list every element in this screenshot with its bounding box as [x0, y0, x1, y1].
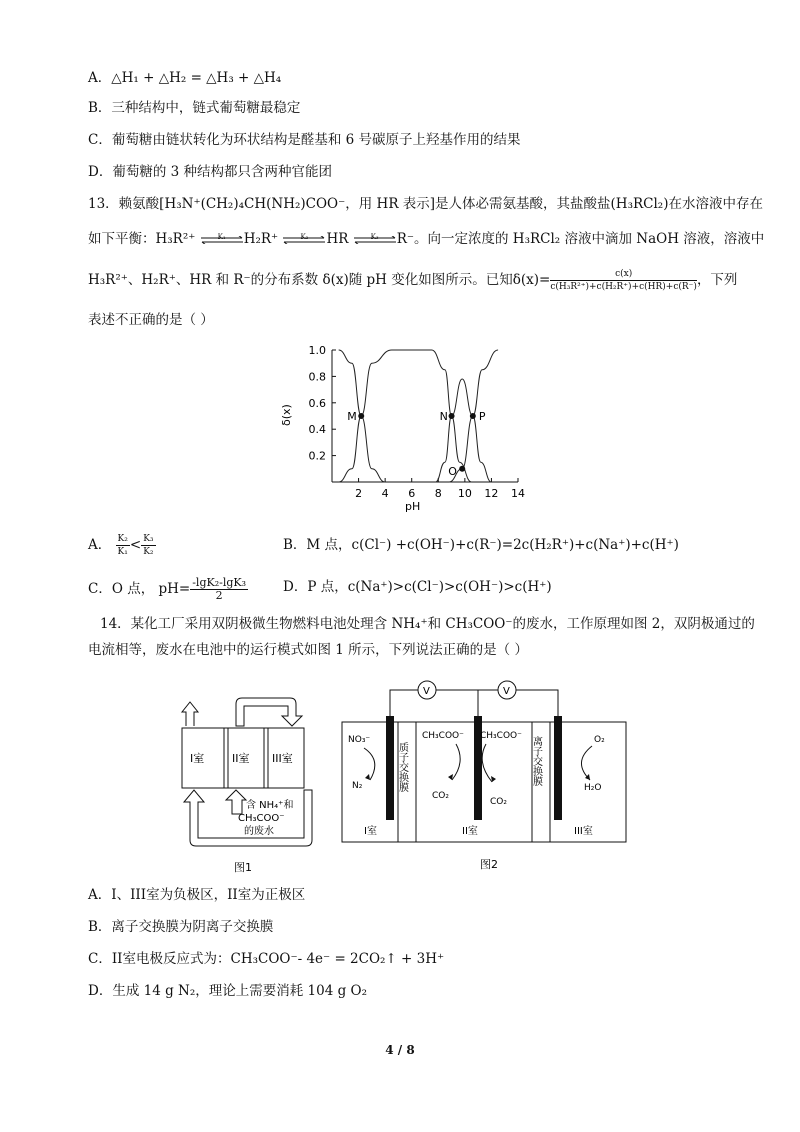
- y-tick-label: 0.8: [308, 370, 326, 384]
- y-tick-label: 0.6: [308, 396, 326, 410]
- svg-text:H₂O: H₂O: [584, 783, 602, 793]
- fig1-waste-2: CH₃COO⁻: [238, 813, 285, 824]
- x-tick-label: 10: [457, 487, 472, 500]
- svg-text:V: V: [423, 686, 430, 697]
- x-tick-label: 2: [355, 487, 363, 500]
- option-12b: B．三种结构中，链式葡萄糖最稳定: [88, 100, 301, 116]
- svg-text:III室: III室: [574, 826, 593, 837]
- x-tick-label: 4: [381, 487, 389, 500]
- fig1-waste-1: 含 NH₄⁺和: [246, 800, 294, 811]
- point-label-N: N: [439, 410, 448, 423]
- proton-membrane-label: 质子交换膜: [396, 742, 408, 792]
- inflow-arrow-icon: [226, 790, 246, 814]
- point-label-O: O: [448, 464, 457, 478]
- electrode-3: [554, 716, 562, 820]
- q13-line4: 表述不正确的是（ ）: [88, 312, 214, 328]
- q14-line1: 14．某化工厂采用双阴极微生物燃料电池处理含 NH₄⁺和 CH₃COO⁻的废水，工作原理如图 2，双阴极通过的: [100, 616, 755, 632]
- svg-text:I室: I室: [364, 826, 377, 837]
- svg-text:CH₃COO⁻: CH₃COO⁻: [480, 731, 522, 741]
- svg-text:N₂: N₂: [352, 781, 363, 791]
- option-14c: C．II室电极反应式为：CH₃COO⁻- 4e⁻ = 2CO₂↑ + 3H⁺: [88, 951, 445, 967]
- svg-text:V: V: [503, 686, 510, 697]
- point-N: [449, 413, 455, 419]
- svg-text:CH₃COO⁻: CH₃COO⁻: [422, 731, 464, 741]
- species-h3r: H₃R²⁺: [155, 231, 196, 247]
- y-tick-label: 1.0: [308, 344, 326, 357]
- equilibrium-arrow-3: K₃: [353, 230, 397, 246]
- option-13c: C．O 点， pH= $\frac{\text{-lgK₂-lgK₃}}{2}$: [88, 576, 247, 602]
- fig1-room1: I室: [190, 752, 205, 765]
- option-12c: C．葡萄糖由链状转化为环状结构是醛基和 6 号碳原子上羟基作用的结果: [88, 132, 521, 148]
- svg-text:CO₂: CO₂: [490, 797, 507, 807]
- x-axis-label: pH: [405, 500, 421, 513]
- option-14a: A．I、III室为负极区，II室为正极区: [88, 887, 306, 903]
- transfer-arrow-icon: [236, 698, 302, 726]
- option-14d: D．生成 14 g N₂，理论上需要消耗 104 g O₂: [88, 983, 368, 999]
- point-M: [358, 413, 364, 419]
- figure-2: [340, 676, 630, 876]
- x-tick-label: 12: [484, 487, 499, 500]
- svg-text:NO₃⁻: NO₃⁻: [348, 735, 371, 745]
- delta-fraction: $\frac{c(x)}{\text{c(H₃R²⁺)+c(H₂R⁺)+c(HR)+c(R⁻)}}$: [550, 269, 697, 292]
- q13-line3: H₃R²⁺、H₂R⁺、HR 和 R⁻的分布系数 δ(x)随 pH 变化如图所示。已知δ(x)= $\frac{c(x)}{\text{c(H₃R²⁺)+c(H₂R⁺)+c(HR)+c(R⁻)}}$ ，下列: [88, 269, 738, 292]
- point-P: [470, 413, 476, 419]
- point-label-M: M: [347, 410, 357, 423]
- q14-line2: 电流相等，废水在电池中的运行模式如图 1 所示，下列说法正确的是（ ）: [88, 642, 528, 658]
- x-tick-label: 6: [408, 487, 416, 500]
- outflow-arrow-icon: [182, 702, 198, 726]
- svg-text:O₂: O₂: [594, 735, 605, 745]
- option-13a: A． $\frac{\text{K₂}}{\text{K₁}}$ < $\frac{\text{K₃}}{\text{K₂}}$: [88, 534, 154, 557]
- fig1-room2: II室: [232, 752, 250, 765]
- fig2-caption: 图2: [480, 858, 498, 871]
- distribution-chart: [270, 338, 540, 518]
- fig1-waste-3: 的废水: [244, 826, 274, 837]
- option-13b: B．M 点，c(Cl⁻) +c(OH⁻)+c(R⁻)=2c(H₂R⁺)+c(Na⁺)+c(H⁺): [283, 537, 679, 553]
- electrode-1: [386, 716, 394, 820]
- fig1-room3: III室: [272, 752, 293, 765]
- page-number: 4 / 8: [385, 1043, 415, 1057]
- option-12a: A．△H₁ + △H₂ = △H₃ + △H₄: [88, 70, 282, 86]
- option-12d: D．葡萄糖的 3 种结构都只含两种官能团: [88, 164, 332, 180]
- fig1-caption: 图1: [234, 861, 252, 874]
- point-label-P: P: [478, 410, 486, 423]
- svg-text:II室: II室: [462, 826, 478, 837]
- point-O: [459, 466, 465, 472]
- q13-line2: 如下平衡：H₃R²⁺ K₁ H₂R⁺ K₂ HR K₃ R⁻。向一定浓度的 H₃RCl₂ 溶液中滴加 NaOH 溶液，溶液中: [88, 231, 765, 247]
- option-13d: D．P 点，c(Na⁺)>c(Cl⁻)>c(OH⁻)>c(H⁺): [283, 579, 552, 595]
- option-14b: B．离子交换膜为阴离子交换膜: [88, 919, 274, 935]
- q13-line1: 13．赖氨酸[H₃N⁺(CH₂)₄CH(NH₂)COO⁻，用 HR 表示]是人体必需氨基酸，其盐酸盐(H₃RCl₂)在水溶液中存在: [88, 196, 763, 212]
- x-tick-label: 14: [511, 487, 525, 500]
- ion-membrane-label: 离子交换膜: [530, 736, 542, 786]
- y-tick-label: 0.4: [308, 423, 326, 437]
- svg-text:CO₂: CO₂: [432, 791, 449, 801]
- equilibrium-arrow-2: K₂: [282, 230, 326, 246]
- y-axis-label: δ(x): [280, 404, 293, 426]
- y-tick-label: 0.2: [308, 449, 326, 463]
- figure-1: [176, 690, 326, 880]
- equilibrium-arrow-1: K₁: [200, 230, 244, 246]
- x-tick-label: 8: [434, 487, 442, 500]
